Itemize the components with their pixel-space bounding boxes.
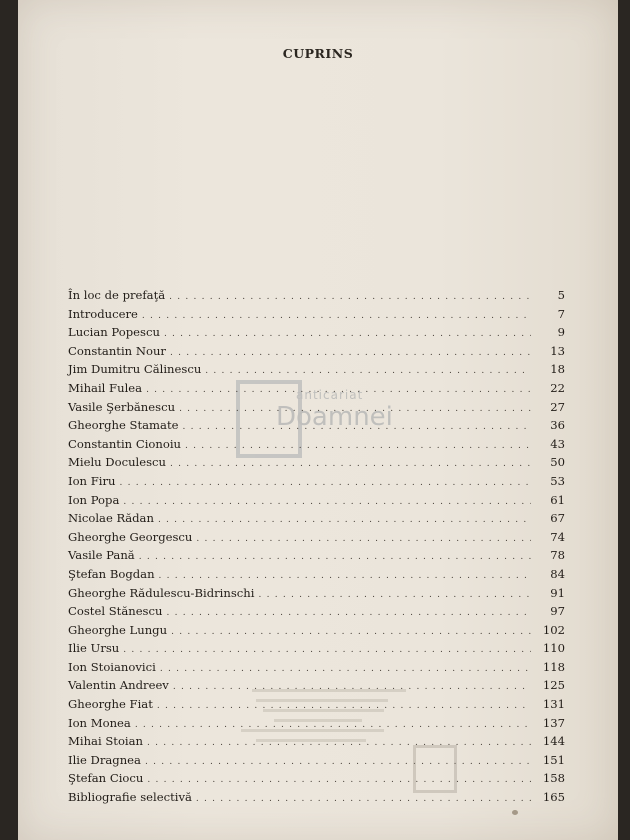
toc-entry-page: 67 bbox=[550, 511, 565, 526]
toc-entry-title: Mihai Stoian bbox=[68, 734, 144, 749]
toc-entry bbox=[68, 771, 565, 790]
toc-entry-page: 102 bbox=[542, 622, 565, 637]
toc-entry bbox=[68, 325, 565, 344]
toc-entry-title: Jim Dumitru Călinescu bbox=[68, 362, 202, 377]
toc-entry bbox=[68, 418, 565, 437]
toc-entry-page: 50 bbox=[550, 455, 565, 470]
toc-entry-title: Constantin Cionoiu bbox=[68, 436, 182, 451]
toc-entry bbox=[68, 307, 565, 326]
toc-entry-page: 158 bbox=[542, 771, 565, 786]
toc-entry-page: 97 bbox=[550, 604, 565, 619]
toc-dot-leader bbox=[147, 738, 531, 748]
toc-entry bbox=[68, 716, 565, 735]
toc-entry-title: Ilie Dragnea bbox=[68, 752, 141, 767]
toc-dot-leader bbox=[185, 441, 531, 451]
toc-entry bbox=[68, 567, 565, 586]
toc-dot-leader bbox=[183, 422, 532, 432]
toc-entry-page: 7 bbox=[557, 306, 565, 321]
toc-dot-leader bbox=[205, 366, 531, 376]
toc-entry-page: 78 bbox=[550, 548, 565, 563]
toc-dot-leader bbox=[145, 757, 531, 767]
toc-entry-title: Bibliografie selectivă bbox=[68, 790, 192, 805]
toc-dot-leader bbox=[157, 701, 531, 711]
toc-entry bbox=[68, 381, 565, 400]
toc-entry bbox=[68, 753, 565, 772]
toc-dot-leader bbox=[171, 627, 531, 637]
toc-entry-title: Mielu Doculescu bbox=[68, 455, 167, 470]
toc-entry-page: 165 bbox=[542, 790, 565, 805]
toc-entry-title: Lucian Popescu bbox=[68, 325, 160, 340]
paper-spot bbox=[512, 810, 518, 815]
toc-dot-leader bbox=[119, 478, 531, 488]
toc-entry bbox=[68, 660, 565, 679]
toc-entry-page: 74 bbox=[550, 529, 565, 544]
toc-entry-title: Vasile Pană bbox=[68, 548, 135, 563]
toc-entry-title: Mihail Fulea bbox=[68, 380, 143, 395]
toc-entry bbox=[68, 734, 565, 753]
toc-entry-title: În loc de prefaţă bbox=[68, 288, 166, 302]
toc-entry-page: 43 bbox=[550, 436, 565, 451]
toc-entry-title: Ion Firu bbox=[68, 473, 116, 488]
toc-entry bbox=[68, 530, 565, 549]
toc-dot-leader bbox=[123, 497, 531, 507]
toc-dot-leader bbox=[147, 775, 531, 785]
toc-entry-page: 91 bbox=[550, 585, 565, 600]
toc-entry bbox=[68, 455, 565, 474]
toc-entry-title: Constantin Nour bbox=[68, 343, 166, 358]
toc-entry-title: Ştefan Ciocu bbox=[68, 771, 144, 786]
toc-entry bbox=[68, 493, 565, 512]
toc-dot-leader bbox=[179, 404, 531, 414]
book-page bbox=[18, 0, 618, 840]
toc-entry-page: 151 bbox=[542, 752, 565, 767]
toc-entry-page: 5 bbox=[557, 288, 565, 302]
table-of-contents bbox=[68, 288, 565, 809]
toc-dot-leader bbox=[164, 329, 531, 339]
toc-entry bbox=[68, 288, 565, 307]
toc-entry bbox=[68, 437, 565, 456]
watermark-big-text: Doamnei bbox=[276, 402, 393, 432]
toc-dot-leader bbox=[146, 385, 531, 395]
toc-dot-leader bbox=[142, 311, 531, 321]
toc-entry-title: Vasile Şerbănescu bbox=[68, 399, 176, 414]
toc-dot-leader bbox=[169, 292, 531, 302]
toc-entry-title: Ion Monea bbox=[68, 715, 131, 730]
toc-entry-page: 84 bbox=[550, 566, 565, 581]
toc-entry-title: Ion Popa bbox=[68, 492, 120, 507]
page-title: CUPRINS bbox=[282, 46, 354, 61]
toc-entry bbox=[68, 362, 565, 381]
toc-entry-title: Nicolae Rădan bbox=[68, 511, 154, 526]
toc-entry-page: 13 bbox=[550, 343, 565, 358]
toc-dot-leader bbox=[170, 459, 531, 469]
toc-entry-page: 18 bbox=[550, 362, 565, 377]
toc-entry-title: Costel Stănescu bbox=[68, 604, 163, 619]
toc-entry-title: Gheorghe Fiat bbox=[68, 697, 153, 712]
toc-entry bbox=[68, 604, 565, 623]
toc-entry-page: 137 bbox=[542, 715, 565, 730]
toc-dot-leader bbox=[135, 720, 531, 730]
toc-entry bbox=[68, 548, 565, 567]
toc-entry-title: Gheorghe Stamate bbox=[68, 418, 179, 433]
toc-dot-leader bbox=[196, 794, 531, 804]
toc-dot-leader bbox=[166, 608, 531, 618]
toc-dot-leader bbox=[159, 571, 531, 581]
toc-entry-page: 125 bbox=[542, 678, 565, 693]
toc-dot-leader bbox=[173, 682, 531, 692]
toc-entry bbox=[68, 697, 565, 716]
watermark-small-text: anticariat bbox=[296, 388, 364, 402]
toc-dot-leader bbox=[160, 664, 531, 674]
toc-entry bbox=[68, 641, 565, 660]
toc-entry-title: Ştefan Bogdan bbox=[68, 566, 155, 581]
toc-entry bbox=[68, 474, 565, 493]
toc-dot-leader bbox=[258, 590, 531, 600]
toc-entry-title: Gheorghe Rădulescu-Bidrinschi bbox=[68, 585, 255, 600]
toc-entry bbox=[68, 400, 565, 419]
toc-entry bbox=[68, 790, 565, 809]
toc-entry-title: Introducere bbox=[68, 306, 138, 321]
toc-entry-page: 110 bbox=[542, 641, 565, 656]
toc-entry-page: 131 bbox=[542, 697, 565, 712]
toc-entry bbox=[68, 344, 565, 363]
toc-dot-leader bbox=[139, 552, 531, 562]
toc-entry bbox=[68, 678, 565, 697]
toc-entry-title: Gheorghe Lungu bbox=[68, 622, 168, 637]
toc-entry-page: 144 bbox=[542, 734, 565, 749]
toc-dot-leader bbox=[158, 515, 531, 525]
toc-entry-page: 53 bbox=[550, 473, 565, 488]
bleed-through-logo bbox=[413, 745, 457, 793]
toc-entry bbox=[68, 511, 565, 530]
toc-entry-title: Ilie Ursu bbox=[68, 641, 120, 656]
toc-dot-leader bbox=[170, 348, 531, 358]
toc-dot-leader bbox=[123, 645, 531, 655]
toc-entry bbox=[68, 623, 565, 642]
toc-entry-page: 27 bbox=[550, 399, 565, 414]
toc-entry-title: Valentin Andreev bbox=[68, 678, 169, 693]
toc-entry bbox=[68, 586, 565, 605]
toc-entry-page: 22 bbox=[550, 380, 565, 395]
toc-entry-title: Ion Stoianovici bbox=[68, 659, 156, 674]
toc-entry-page: 61 bbox=[550, 492, 565, 507]
toc-entry-page: 36 bbox=[550, 418, 565, 433]
toc-dot-leader bbox=[196, 534, 531, 544]
toc-entry-page: 9 bbox=[557, 325, 565, 340]
toc-entry-page: 118 bbox=[542, 659, 565, 674]
toc-entry-title: Gheorghe Georgescu bbox=[68, 529, 193, 544]
